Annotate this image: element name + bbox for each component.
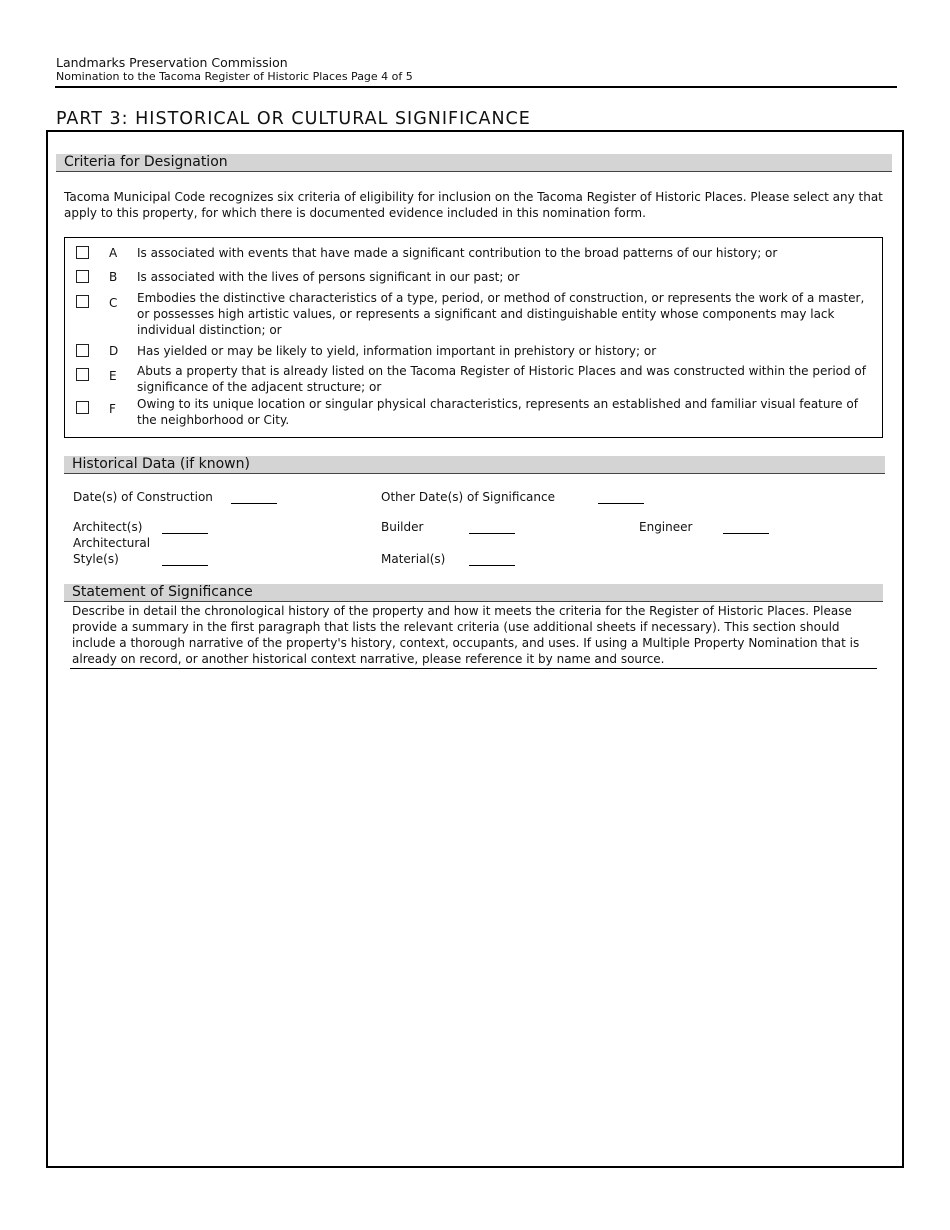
historical-data-heading: Historical Data (if known): [64, 456, 885, 474]
engineer-label: Engineer: [639, 520, 693, 534]
criterion-text: Owing to its unique location or singular physical characteristics, represents an established and familiar visual feature of the neighborhood or City.: [137, 397, 858, 427]
date-of-construction-label: Date(s) of Construction: [73, 490, 213, 504]
other-dates-label: Other Date(s) of Significance: [381, 490, 555, 504]
form-subtitle: Nomination to the Tacoma Register of Historic Places Page 4 of 5: [56, 70, 413, 83]
criterion-checkbox-c[interactable]: [76, 295, 89, 308]
criterion-letter: D: [109, 344, 119, 358]
engineer-field[interactable]: [723, 533, 769, 534]
criterion-letter: E: [109, 369, 117, 383]
commission-name: Landmarks Preservation Commission: [56, 55, 288, 70]
header-divider: [55, 86, 897, 88]
page-title: PART 3: HISTORICAL OR CULTURAL SIGNIFICANCE: [56, 109, 531, 129]
builder-label: Builder: [381, 520, 424, 534]
architect-label: Architect(s): [73, 520, 143, 534]
criterion-letter: B: [109, 270, 118, 284]
builder-field[interactable]: [469, 533, 515, 534]
criteria-heading: Criteria for Designation: [56, 154, 892, 172]
other-dates-field[interactable]: [598, 503, 644, 504]
criterion-letter: A: [109, 246, 118, 260]
statement-instructions: Describe in detail the chronological history of the property and how it meets the criteria for the Register of Historic Places. Please provide a summary in the first paragraph that lists the relevant criteria (use additional sheets if necessary). This section should include a thorough narrative of the property's history, context, occupants, and uses. If using a Multiple Property Nomination that is already on record, or another historical context narrative, please reference it by name and source.: [72, 604, 860, 666]
criterion-text: Is associated with the lives of persons significant in our past; or: [137, 270, 520, 284]
criterion-checkbox-d[interactable]: [76, 344, 89, 357]
criterion-checkbox-f[interactable]: [76, 401, 89, 414]
criteria-intro: Tacoma Municipal Code recognizes six criteria of eligibility for inclusion on the Tacoma Register of Historic Places. Please select any that apply to this property, for which there is documented evidence included in this nomination form.: [64, 190, 883, 220]
criterion-text: Has yielded or may be likely to yield, information important in prehistory or history; or: [137, 344, 657, 358]
criterion-text: Abuts a property that is already listed on the Tacoma Register of Historic Places and was constructed within the period of significance of the adjacent structure; or: [137, 364, 866, 394]
statement-divider: [70, 668, 877, 669]
material-field[interactable]: [469, 565, 515, 566]
statement-heading: Statement of Significance: [64, 584, 883, 602]
criterion-checkbox-e[interactable]: [76, 368, 89, 381]
architect-field[interactable]: [162, 533, 208, 534]
criterion-letter: C: [109, 296, 118, 310]
architectural-style-label-2: Style(s): [73, 552, 119, 566]
architectural-style-field[interactable]: [162, 565, 208, 566]
criterion-letter: F: [109, 402, 116, 416]
date-of-construction-field[interactable]: [231, 503, 277, 504]
statement-narrative-area[interactable]: [66, 674, 878, 1154]
criterion-text: Is associated with events that have made a significant contribution to the broad patterns of our history; or: [137, 246, 778, 260]
criteria-list: [64, 237, 883, 438]
architectural-style-label: Architectural: [73, 536, 151, 550]
criterion-checkbox-b[interactable]: [76, 270, 89, 283]
material-label: Material(s): [381, 552, 446, 566]
criterion-checkbox-a[interactable]: [76, 246, 89, 259]
criterion-text: Embodies the distinctive characteristics of a type, period, or method of construction, or represents the work of a master, or possesses high artistic values, or represents a significant and distinguishable entity whose components may lack individual distinction; or: [137, 291, 865, 337]
